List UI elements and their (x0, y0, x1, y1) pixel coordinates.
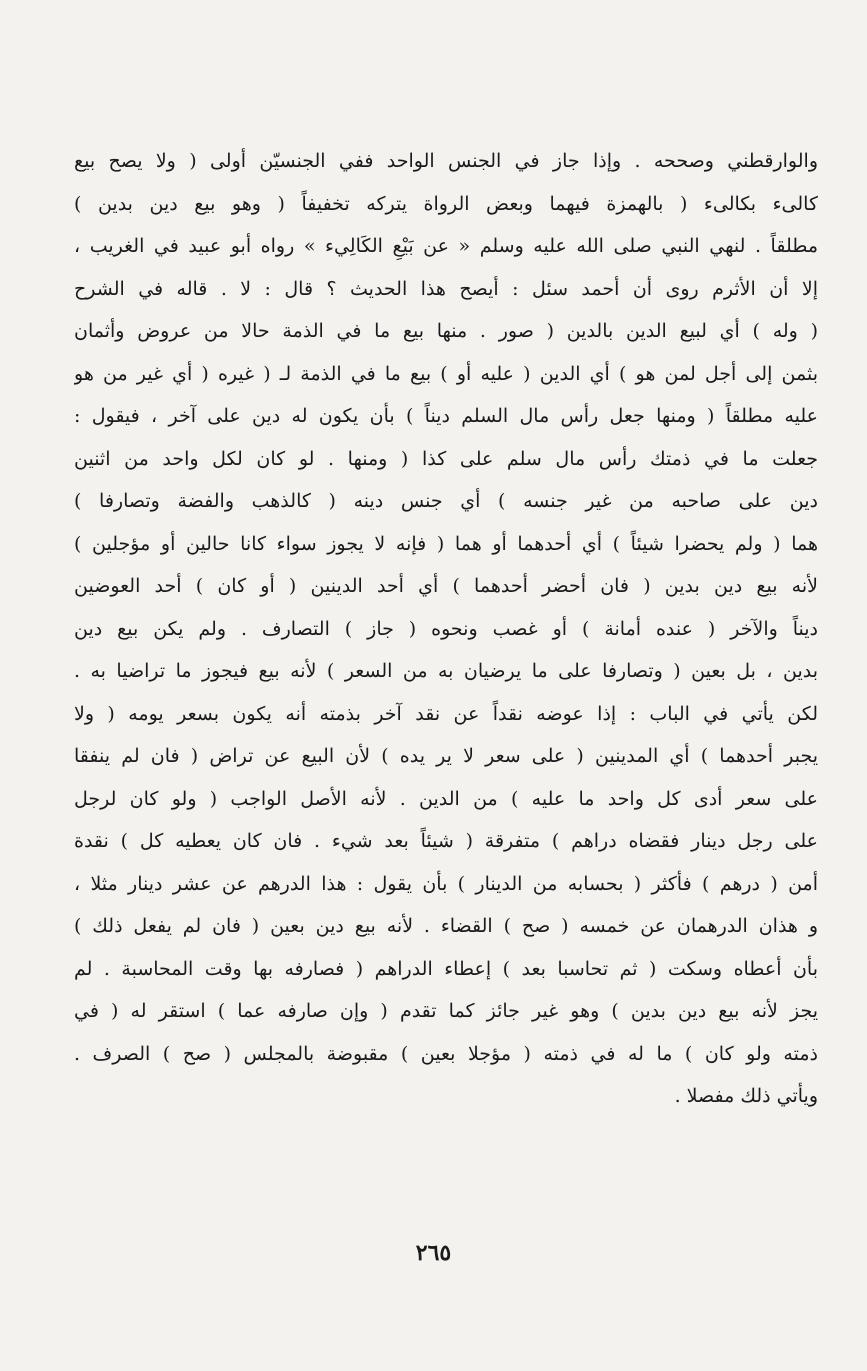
text-line: بثمن إلى أجل لمن هو ) أي الدين ( عليه أو ) بيع ما في الذمة لـ ( غيره ( أي غير من هو (74, 362, 818, 385)
text-line: على رجل دينار فقضاه دراهم ) متفرقة ( شيئاً بعد شيء . فان كان يعطيه كل ) نقدة (74, 830, 818, 852)
text-line: ( وله ) أي لبيع الدين بالدين ( صور . منها بيع ما في الذمة حالا من عروض وأثمان (74, 320, 818, 342)
text-line: هما ( ولم يحضرا شيئاً ) أي أحدهما أو هما ( فإنه لا يجوز سواء كانا حالين أو مؤجلين ) (74, 532, 818, 555)
text-line-last: ويأتي ذلك مفصلا . (674, 1085, 818, 1107)
text-line: إلا أن الأثرم روى أن أحمد سئل : أيصح هذا الحديث ؟ قال : لا . قاله في الشرح (74, 277, 818, 300)
text-line: بأن أعطاه وسكت ( ثم تحاسبا بعد ) إعطاء الدراهم ( فصارفه بها وقت المحاسبة . لم (74, 957, 818, 980)
text-line: و هذان الدرهمان عن خمسه ( صح ) القضاء . لأنه بيع دين بعين ( فان لم يفعل ذلك ) (74, 915, 818, 937)
text-line: كالىء بكالىء ( بالهمزة فيهما وبعض الرواة يتركه تخفيفاً ( وهو بيع دين بدين ) (74, 192, 818, 215)
text-line: لأنه بيع دين بدين ( فان أحضر أحدهما ) أي أحد الدينين ( أو كان ) أحد العوضين (74, 575, 818, 597)
text-line: على سعر أدى كل واحد ما عليه ) من الدين . لأنه الأصل الواجب ( ولو كان لرجل (74, 787, 818, 810)
text-line: بدين ، بل بعين ( وتصارفا على ما يرضيان به من السعر ) لأنه بيع فيجوز ما تراضيا به . (74, 660, 818, 682)
text-line: عليه مطلقاً ( ومنها جعل رأس مال السلم ديناً ) بأن يكون له دين على آخر ، فيقول : (74, 405, 818, 427)
text-line: جعلت ما في ذمتك رأس مال سلم على كذا ( ومنها . لو كان لكل واحد من اثنين (74, 447, 818, 470)
body-text (74, 140, 818, 1118)
text-line: دين على صاحبه من غير جنسه ) أي جنس دينه ( كالذهب والفضة وتصارفا ) (74, 490, 818, 512)
text-line: ديناً والآخر ( عنده أمانة ) أو غصب ونحوه ( جاز ) التصارف . ولم يكن بيع دين (74, 617, 818, 640)
text-line: والوارقطني وصححه . وإذا جاز في الجنس الواحد ففي الجنسيّن أولى ( ولا يصح بيع (74, 150, 818, 172)
text-line: لكن يأتي في الباب : إذا عوضه نقداً عن نقد آخر بذمته أنه يكون بسعر يومه ( ولا (74, 702, 818, 725)
text-line: ذمته ولو كان ) ما له في ذمته ( مؤجلا بعين ) مقبوضة بالمجلس ( صح ) الصرف . (74, 1042, 818, 1065)
text-line: يجبر أحدهما ) أي المدينين ( على سعر لا ير يده ) لأن البيع عن تراض ( فان لم ينفقا (74, 745, 818, 767)
page-number: ٢٦٥ (415, 1240, 452, 1266)
text-line: مطلقاً . لنهي النبي صلى الله عليه وسلم « عن بَيْعِ الكَالِيء » رواه أبو عبيد في الغريب ، (74, 235, 818, 257)
text-line: يجز لأنه بيع دين بدين ) وهو غير جائز كما تقدم ( وإن صارفه عما ) استقر له ( في (74, 1000, 818, 1022)
text-line: أمن ( درهم ) فأكثر ( بحسابه من الدينار ) بأن يقول : هذا الدرهم عن عشر دينار مثلا ، (74, 872, 818, 895)
